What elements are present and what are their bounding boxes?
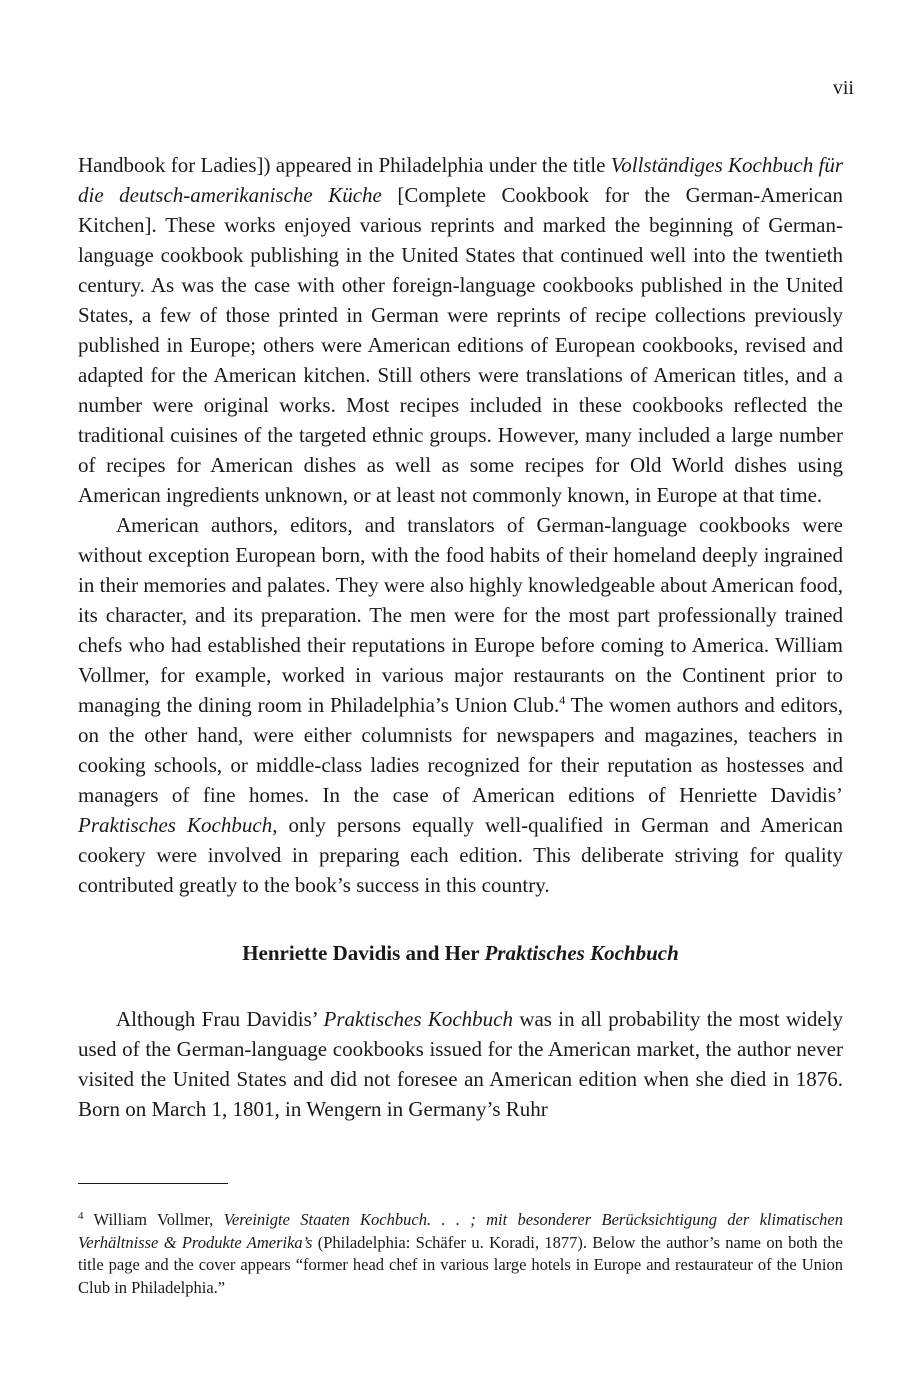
heading-text: Henriette Davidis and Her	[242, 941, 485, 965]
footnote-title-italic: Vereinigte Staaten Kochbuch. . . ; mit besonderer Berücksichtigung der klimatischen Verhältnisse & Produkte Amerika’s	[78, 1210, 844, 1252]
book-title-italic: Praktisches Kochbuch	[323, 1007, 513, 1031]
paragraph-text: [Complete Cookbook for the German-American Kitchen]. These works enjoyed various reprints and marked the beginning of German-language cookbook publishing in the United States that continued well into the twentieth century. As was the case with other foreign-language cookbooks published in the United States, a few of those printed in German were reprints of recipe collections previously published in Europe; others were American editions of European cookbooks, revised and adapted for the American kitchen. Still others were translations of American titles, and a number were original works. Most recipes included in these cookbooks reflected the traditional cuisines of the targeted ethnic groups. However, many included a large number of recipes for American dishes as well as some recipes for Old World dishes using American ingredients unknown, or at least not commonly known, in Europe at that time.	[78, 183, 843, 507]
page-number: vii	[832, 77, 854, 99]
paragraph-text: The women authors and editors, on the other hand, were either columnists for newspapers and magazines, teachers in cooking schools, or middle-class ladies recognized for their reputation as hostesses and managers of fine homes. In the case of American editions of Henriette Davidis’	[78, 693, 843, 807]
paragraph-text: Handbook for Ladies]) appeared in Philadelphia under the title	[78, 153, 611, 177]
paragraph-text: Although Frau Davidis’	[116, 1007, 324, 1031]
footnote-text: (Philadelphia: Schäfer u. Koradi, 1877). Below the author’s name on both the title page and the cover appears “former head chef in various large hotels in Europe and restaurateur of the Union Club in Philadelphia.”	[78, 1232, 843, 1297]
paragraph-text: , only persons equally well-qualified in German and American cookery were involved in preparing each edition. This deliberate striving for quality contributed greatly to the book’s success in this country.	[78, 813, 844, 897]
book-title-italic: Praktisches Kochbuch	[78, 813, 273, 837]
paragraph-text: American authors, editors, and translators of German-language cookbooks were without exception European born, with the food habits of their homeland deeply ingrained in their memories and palates. They were also highly knowledgeable about American food, its character, and its preparation. The men were for the most part professionally trained chefs who had established their reputations in Europe before coming to America. William Vollmer, for example, worked in various major restaurants on the Continent prior to managing the dining room in Philadelphia’s Union Club.	[78, 513, 843, 717]
footnote	[78, 1209, 843, 1299]
footnote-reference: 4	[559, 693, 566, 707]
book-title-italic: Vollständiges Kochbuch für die deutsch-amerikanische Küche	[78, 153, 843, 207]
paragraph-continuation	[78, 150, 843, 510]
section-heading	[78, 938, 843, 968]
paragraph-text: was in all probability the most widely used of the German-language cookbooks issued for the American market, the author never visited the United States and did not foresee an American edition when she died in 1876. Born on March 1, 1801, in Wengern in Germany’s Ruhr	[78, 1007, 844, 1121]
heading-italic: Praktisches Kochbuch	[484, 941, 679, 965]
main-text	[78, 150, 843, 1124]
footnote-divider	[78, 1183, 228, 1184]
paragraph-davidis	[78, 1004, 843, 1124]
footnote-mark: 4	[78, 1210, 84, 1222]
footnote-text: William Vollmer,	[83, 1210, 224, 1229]
paragraph-authors	[78, 510, 843, 900]
